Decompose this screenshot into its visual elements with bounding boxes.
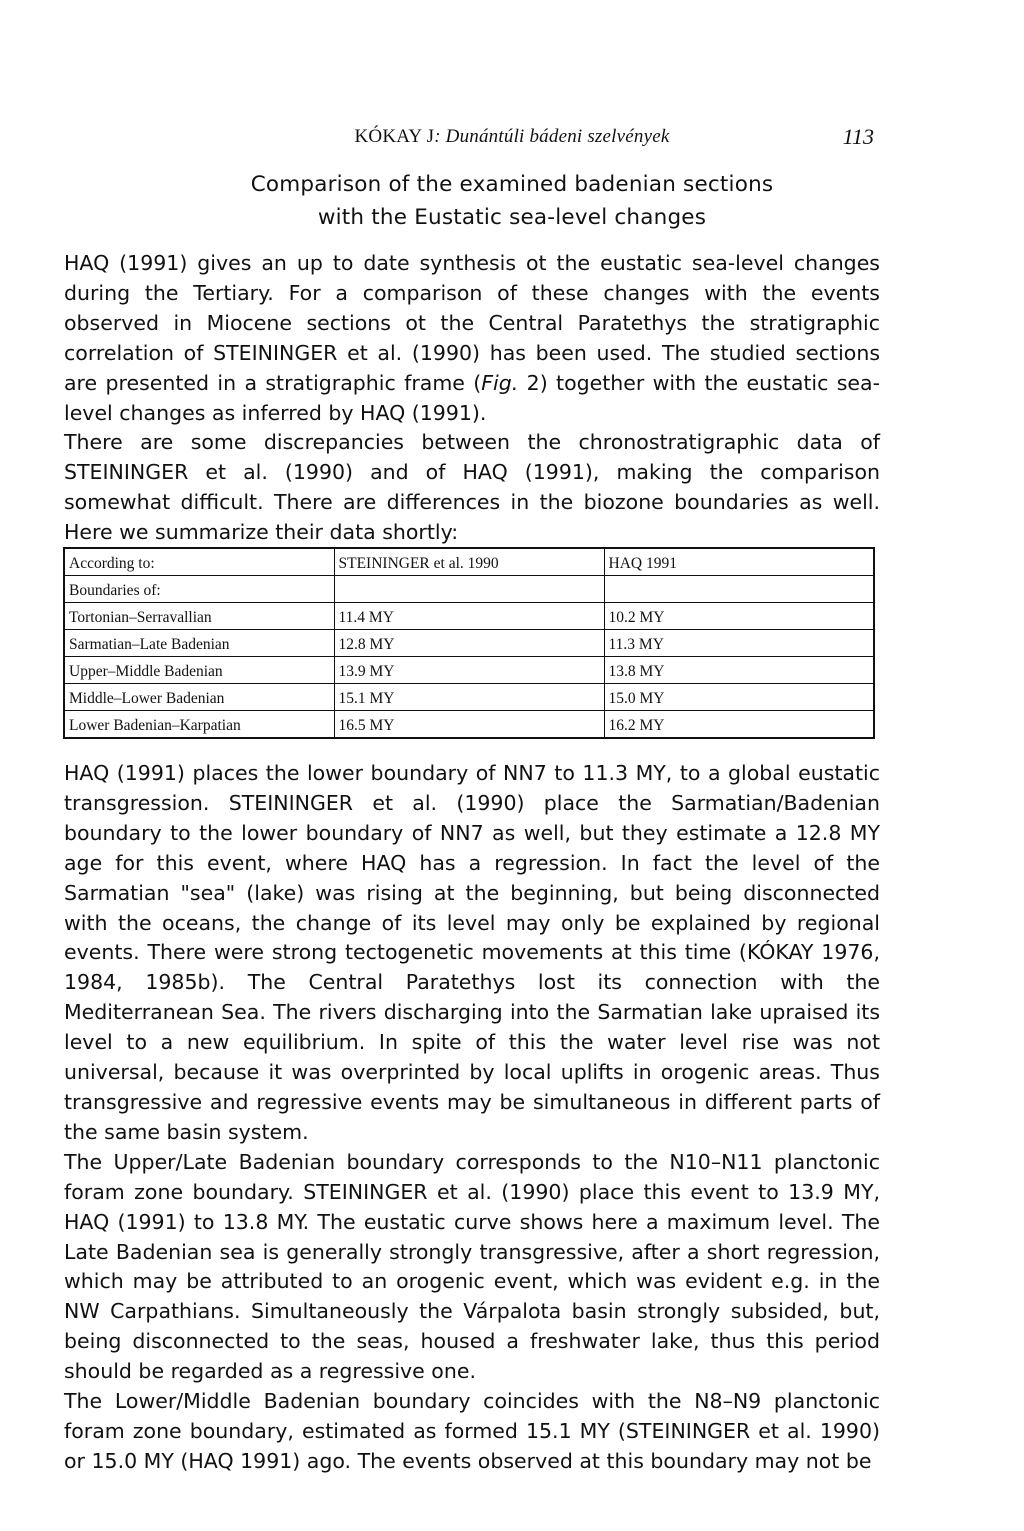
- table-cell: 16.2 MY: [604, 711, 874, 739]
- author-ref: HAQ: [64, 251, 110, 275]
- figure-ref: Fig.: [481, 370, 519, 395]
- text-run: There are some discrepancies between the chronostratigraphic data of: [64, 430, 880, 455]
- author-ref: HAQ: [360, 400, 406, 425]
- text-run: has a regression. In fact the level of the Sarmatian "sea" (lake) was rising at the beginning, but being disconnected with the oceans, the change of its level may only be explained by regional events. There were strong tectogenetic movements at this time (: [64, 850, 880, 965]
- text-run: (1991).: [405, 400, 487, 425]
- paragraph-1: [64, 249, 880, 428]
- table-cell: Sarmatian–Late Badenian: [64, 630, 334, 657]
- table-header-cell: HAQ 1991: [604, 548, 874, 576]
- boundaries-table: [63, 547, 875, 739]
- body-text: [64, 759, 880, 1477]
- table-cell-empty: [334, 576, 604, 603]
- table-header-cell: STEININGER et al. 1990: [334, 548, 604, 576]
- table-header-row: [64, 548, 874, 576]
- author-ref: HAQ: [64, 1209, 110, 1234]
- table-cell: 15.1 MY: [334, 684, 604, 711]
- table-cell: 11.4 MY: [334, 603, 604, 630]
- table-cell: 15.0 MY: [604, 684, 874, 711]
- author-ref: HAQ: [361, 850, 407, 875]
- text-run: The Lower/Middle Badenian boundary coincides with the N8–N9 planctonic foram zone boundary, estimated as formed 15.1 MY (: [64, 1389, 880, 1443]
- intro-text: [64, 249, 880, 548]
- author-ref: STEININGER: [64, 460, 189, 485]
- paragraph-4: [64, 1148, 880, 1387]
- text-run: The Upper/Late Badenian boundary corresponds to the N10–N11 planctonic foram zone boundary.: [64, 1149, 880, 1204]
- text-run: 1976, 1984, 1985b). The Central Paratethys lost its connection with the Mediterranean Sea. The rivers discharging into the Sarmatian lake upraised its level to a new equilibrium. In spite of this the water level rise was not universal, because it was overprinted by local uplifts in orogenic areas. Thus transgressive and regressive events may be simultaneous in different parts of the same basin system.: [64, 940, 880, 1144]
- text-run: (1991) to 13.8 MY. The eustatic curve shows here a maximum level. The Late Badenian sea is generally strongly transgressive, after a short regression, which may be attributed to an orogenic event, which was evident e.g. in the NW Carpathians. Simultaneously the Várpalota basin strongly subsided, but, being disconnected to the seas, housed a freshwater lake, thus this period should be regarded as a regressive one.: [64, 1209, 880, 1384]
- author-ref: STEININGER: [228, 790, 354, 815]
- text-run: 2) together with the eustatic sea-level changes as inferred by: [64, 370, 880, 425]
- section-title: [0, 168, 1024, 234]
- table-cell: 11.3 MY: [604, 630, 874, 657]
- author-ref: HAQ: [64, 761, 110, 785]
- table-cell: 13.9 MY: [334, 657, 604, 684]
- text-run: (1991), making the comparison somewhat difficult. There are differences in the biozone boundaries as well. Here we summarize their data shortly:: [64, 460, 880, 545]
- paragraph-5: [64, 1387, 880, 1477]
- text-run: et al. (1990) has been used. The studied sections are presented in a stratigraphic frame (: [64, 340, 880, 395]
- running-title-author: KÓKAY J: [354, 126, 435, 147]
- table-row: [64, 684, 874, 711]
- table-cell: 12.8 MY: [334, 630, 604, 657]
- table-cell-empty: [604, 576, 874, 603]
- author-ref: STEININGER: [625, 1418, 751, 1443]
- author-ref: HAQ: [462, 460, 508, 485]
- section-title-line-2: with the Eustatic sea-level changes: [317, 205, 707, 230]
- author-ref: STEININGER: [303, 1179, 428, 1204]
- author-ref: STEININGER: [213, 340, 338, 365]
- running-title-text: : Dunántúli bádeni szelvények: [434, 126, 670, 147]
- text-run: (1991) gives an up to date synthesis ot the eustatic sea-level changes during the Tertiary. For a comparison of these changes with the events observed in Miocene sections ot the Central Paratethys the stratigraphic correlation of: [64, 251, 880, 365]
- text-run: 1991) ago. The events observed at this boundary may not be: [233, 1448, 872, 1473]
- text-run: et al. (1990) place this event to 13.9 MY,: [427, 1179, 880, 1204]
- table-subheader-cell: Boundaries of:: [64, 576, 334, 603]
- table-cell: 10.2 MY: [604, 603, 874, 630]
- table-cell: Middle–Lower Badenian: [64, 684, 334, 711]
- author-ref: KÓKAY: [746, 940, 814, 965]
- table-subheader-row: [64, 576, 874, 603]
- paragraph-3: [64, 759, 880, 1148]
- table-cell: 16.5 MY: [334, 711, 604, 739]
- table-header-cell: According to:: [64, 548, 334, 576]
- table-cell: 13.8 MY: [604, 657, 874, 684]
- section-title-line-1: Comparison of the examined badenian sections: [250, 172, 774, 197]
- table-cell: Upper–Middle Badenian: [64, 657, 334, 684]
- running-header: [0, 126, 1024, 156]
- table-row: [64, 711, 874, 739]
- text-run: et al. (1990) and of: [188, 460, 463, 485]
- author-ref: HAQ: [188, 1448, 234, 1473]
- table-row: [64, 630, 874, 657]
- table-row: [64, 603, 874, 630]
- text-run: et al. 1990) or 15.0 MY (: [64, 1418, 880, 1473]
- text-run: et al. (1990) place the Sarmatian/Badenian boundary to the lower boundary of NN7 as well, but they estimate a 12.8 MY age for this event, where: [64, 790, 880, 875]
- text-run: (1991) places the lower boundary of NN7 to 11.3 MY, to a global eustatic transgression.: [64, 761, 880, 815]
- page-number: 113: [842, 124, 874, 149]
- table-cell: Tortonian–Serravallian: [64, 603, 334, 630]
- paragraph-2: [64, 428, 880, 548]
- table-row: [64, 657, 874, 684]
- table-cell: Lower Badenian–Karpatian: [64, 711, 334, 739]
